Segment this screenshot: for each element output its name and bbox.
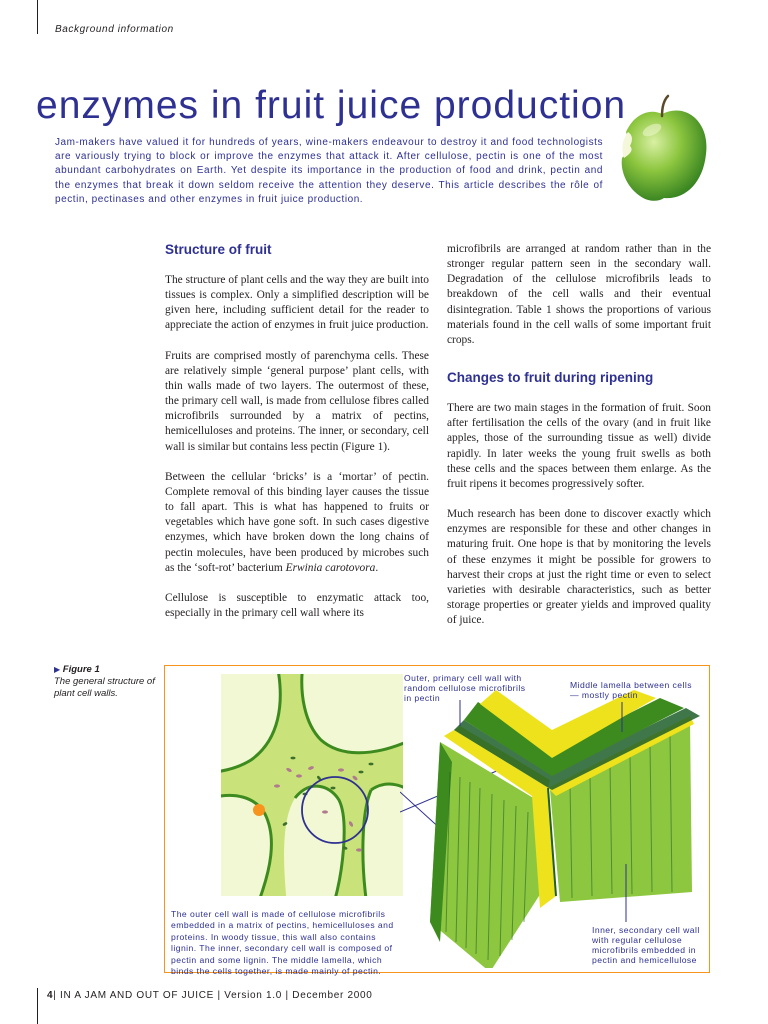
paragraph: microfibrils are arranged at random rather than in the stronger regular pattern seen in the secondary wall. Degradation of the cellulose microfibrils leads to breakdown of the cell walls and their eventual disintegration. Table 1 shows the proportions of various materials found in the cell walls of some important fruit crops.: [447, 243, 711, 346]
paragraph: Fruits are comprised mostly of parenchyma cells. These are relatively simple ‘general purpose’ plant cells, with thin walls made of two layers. The outermost of these, the primary cell wall, is made from cellulose fibres called microfibrils surrounded by a matrix of pectins, hemicelluloses and proteins. The inner, or secondary, cell wall is similar but contains less pectin (Figure 1).: [165, 349, 429, 453]
paragraph: Much research has been done to discover exactly which enzymes are responsible for these and other changes in maturing fruit. One hope is that by monitoring the levels of these enzymes it might be possible for growers to harvest their crops at just the right time or even to select varieties with desirable characteristics, such as better storage properties or greater yields and improved quality of juice.: [447, 508, 711, 627]
cell-wall-3d-diagram: [400, 672, 706, 968]
annotation-middle-lamella: Middle lamella between cells — mostly pectin: [570, 680, 692, 700]
footer: [47, 990, 373, 1001]
footer-text: | IN A JAM AND OUT OF JUICE | Version 1.0 | December 2000: [53, 990, 373, 1001]
plant-cell-tissue-illustration: [221, 674, 403, 896]
column-right: [447, 242, 711, 643]
paragraph: [165, 470, 429, 576]
figure-description: The outer cell wall is made of cellulose microfibrils embedded in a matrix of pectins, hemicelluloses and proteins. In woody tissue, this wall also contains lignin. The inner, secondary cell wall is composed of pectin and some lignin. The middle lamella, which binds the cells together, is made mainly of pectin.: [171, 909, 394, 977]
column-left: [165, 242, 429, 636]
triangle-right-icon: ▶: [54, 665, 61, 674]
paragraph: Cellulose is susceptible to enzymatic attack too, especially in the primary cell wall where its: [165, 591, 429, 619]
bottom-rule: [37, 988, 38, 1024]
figure-caption-text: The general structure of plant cell walls.: [54, 676, 155, 699]
page-number: 4: [47, 990, 54, 1001]
top-rule: [37, 0, 38, 34]
figure-label: Figure 1: [62, 664, 100, 675]
page-title: enzymes in fruit juice production: [36, 84, 627, 127]
bitten-green-apple-icon: [612, 92, 712, 204]
heading-structure-of-fruit: Structure of fruit: [165, 242, 272, 257]
paragraph-text: Between the cellular ‘bricks’ is a ‘mortar’ of pectin. Complete removal of this binding layer causes the tissue to fall apart. This is what has happened to fruits or vegetables which have gone soft. In such cases digestive enzymes, which have broken down the long chains of pectin molecules, have been produced by microbes such as the ‘soft-rot’ bacterium: [165, 470, 429, 574]
section-label: Background information: [55, 24, 174, 35]
intro-paragraph: Jam-makers have valued it for hundreds of years, wine-makers endeavour to destroy it and food technologists are variously trying to block or improve the enzymes that attack it. After cellulose, pectin is one of the most abundant carbohydrates on Earth. Yet despite its importance in the production of food and drink, pectin and the enzymes that break it down seldom receive the attention they deserve. This article describes the rôle of pectin, pectinases and other enzymes in fruit juice production.: [55, 137, 603, 205]
annotation-inner-wall: Inner, secondary cell wall with regular cellulose microfibrils embedded in pectin and hemicellulose: [592, 925, 700, 965]
paragraph-end: .: [375, 561, 379, 574]
figure-caption: [54, 664, 158, 700]
annotation-outer-wall: Outer, primary cell wall with random cellulose microfibrils in pectin: [404, 673, 526, 703]
paragraph: There are two main stages in the formation of fruit. Soon after fertilisation the cells of the ovary (and in fruit like apples, those of the surrounding tissue as well) divide rapidly. In later weeks the young fruit swells as both these cells and the spaces between them enlarge. As the fruit ripens it becomes progressively softer.: [447, 402, 711, 490]
paragraph: The structure of plant cells and the way they are built into tissues is complex. Only a simplified description will be given here, including sufficient detail for the reader to appreciate the action of enzymes in fruit juice production.: [165, 274, 429, 332]
species-name: Erwinia carotovora: [285, 561, 376, 574]
heading-changes-during-ripening: Changes to fruit during ripening: [447, 370, 654, 386]
